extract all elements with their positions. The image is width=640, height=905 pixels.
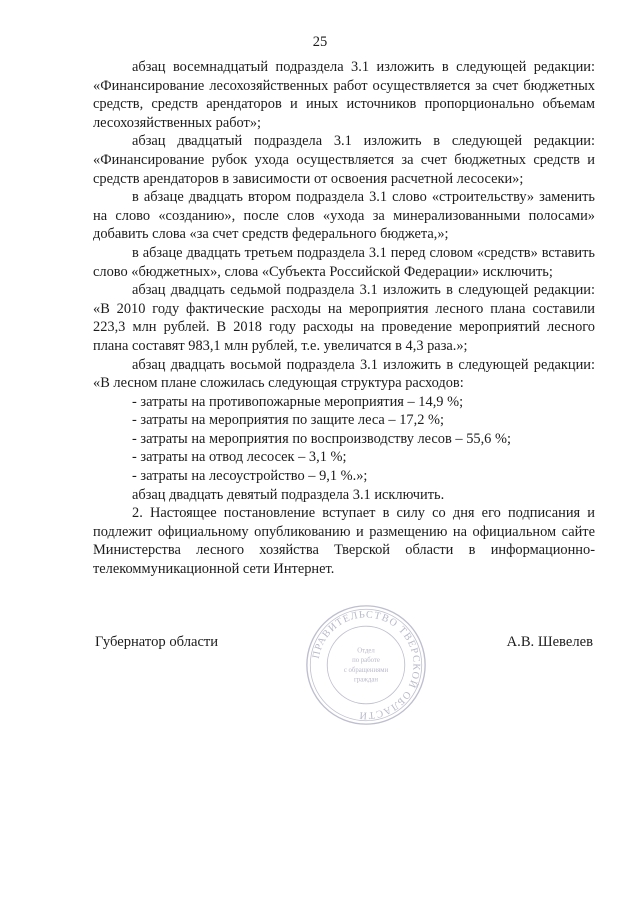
paragraph-18: абзац восемнадцатый подраздела 3.1 изложить в следующей редакции: «Финансирование лесохозяйственных работ осуществляется за счет бюджетных средств, средств арендаторов и иных источников пропорционально объемам лесохозяйственных работ»; [93, 59, 595, 131]
official-seal-stamp [303, 602, 429, 728]
paragraph-22: в абзаце двадцать втором подраздела 3.1 слово «строительству» заменить на слово «созданию», после слов «ухода за минерализованными полосами» добавить слова «за счет средств федерального бюджета,»; [93, 189, 595, 243]
paragraph-27: абзац двадцать седьмой подраздела 3.1 изложить в следующей редакции: «В 2010 году фактические расходы на мероприятия лесного плана составили 223,3 млн рублей. В 2018 году расходы на проведение мероприятий лесного плана составят 983,1 млн рублей, т.е. увеличатся в 4,3 раза.»; [93, 282, 595, 354]
signature-position: Губернатор области [95, 634, 219, 650]
svg-text:с обращениями: с обращениями [343, 666, 389, 674]
svg-text:ПРАВИТЕЛЬСТВО ТВЕРСКОЙ ОБЛАСТИ: ПРАВИТЕЛЬСТВО ТВЕРСКОЙ ОБЛАСТИ [310, 609, 422, 721]
effective-clause: 2. Настоящее постановление вступает в силу со дня его подписания и подлежит официальному опубликованию и размещению на официальном сайте Министерства лесного хозяйства Тверской области в информационно-телекоммуникационной сети Интернет. [93, 505, 595, 578]
expense-item-protection: - затраты на мероприятия по защите леса – 17,2 %; [132, 412, 444, 429]
svg-text:Отдел: Отдел [357, 647, 375, 655]
paragraph-23: в абзаце двадцать третьем подраздела 3.1 перед словом «средств» вставить слово «бюджетных», слова «Субъекта Российской Федерации» исключить; [93, 244, 595, 280]
svg-text:граждан: граждан [354, 676, 378, 684]
signature-name: А.В. Шевелев [506, 634, 593, 650]
expense-item-reproduction: - затраты на мероприятия по воспроизводству лесов – 55,6 %; [132, 430, 511, 447]
paragraph-20: абзац двадцатый подраздела 3.1 изложить в следующей редакции: «Финансирование рубок ухода осуществляется за счет бюджетных средств и средств арендаторов в зависимости от освоения расчетной лесосеки»; [93, 133, 595, 187]
expense-item-forest-management: - затраты на лесоустройство – 9,1 %.»; [132, 468, 368, 485]
document-body [93, 58, 595, 579]
expense-item-allotment: - затраты на отвод лесосек – 3,1 %; [132, 449, 347, 466]
paragraph-29: абзац двадцать девятый подраздела 3.1 исключить. [132, 486, 445, 503]
svg-text:по работе: по работе [352, 657, 380, 665]
paragraph-28: абзац двадцать восьмой подраздела 3.1 изложить в следующей редакции: «В лесном плане сложилась следующая структура расходов: [93, 356, 595, 392]
page-number: 25 [312, 34, 328, 50]
expense-item-fire: - затраты на противопожарные мероприятия – 14,9 %; [132, 393, 464, 410]
